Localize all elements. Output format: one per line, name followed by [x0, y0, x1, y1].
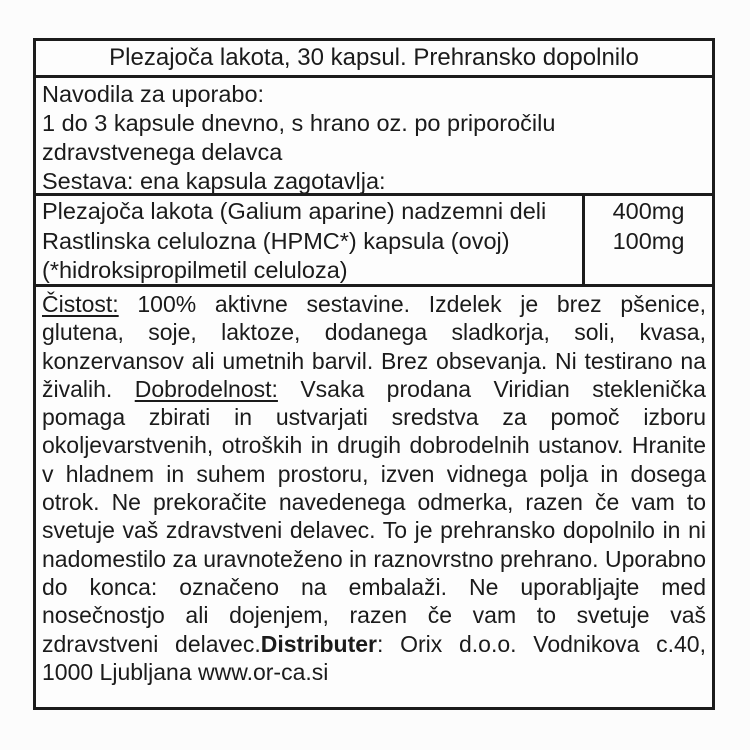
charity-and-storage-text: Vsaka prodana Viridian steklenička pomaga zbirati in ustvarjati sredstva za pomoč izboru okoljevarstvenih, otroških in drugih dobrodelnih ustanov. Hranite v hladnem in suhem prostoru, izven vidnega polja in dosega otrok. Ne prekoračite navedenega odmerka, razen če vam to svetuje vaš zdravstveni delavec. To je prehransko dopolnilo in ni nadomestilo za uravnoteženo in raznovrstno prehrano. Uporabno do konca: označeno na embalaži. Ne uporabljajte med nosečnostjo ali dojenjem, razen če vam to svetuje vaš zdravstveni delavec.: [42, 375, 706, 657]
composition-heading: Sestava: ena kapsula zagotavlja:: [42, 168, 386, 193]
directions-section: [36, 75, 712, 193]
ingredient-name-footnote: (*hidroksipropilmetil celuloza): [42, 257, 348, 283]
distributor-address: : Orix d.o.o. Vodnikova c.40, 1000 Ljubljana www.or-ca.si: [42, 630, 706, 685]
info-paragraph: [36, 284, 712, 707]
purity-text: 100% aktivne sestavine. Izdelek je brez pšenice, glutena, soje, laktoze, dodanega sladkorja, soli, kvasa, konzervansov ali umetnih barvil. Brez obsevanja. Ni testirano na živalih.: [42, 291, 706, 402]
ingredient-name: Rastlinska celulozna (HPMC*) kapsula (ovoj): [42, 227, 510, 254]
ingredient-names-column: [36, 196, 585, 284]
ingredient-amounts-column: [585, 196, 712, 284]
ingredient-amount: 100mg: [612, 227, 685, 254]
ingredient-name: Plezajoča lakota (Galium aparine) nadzemni deli: [42, 198, 547, 224]
dosage-line: 1 do 3 kapsule dnevno, s hrano oz. po priporočilu: [42, 110, 556, 136]
purity-heading: Čistost:: [42, 291, 119, 317]
distributor-heading: Distributer: [260, 630, 378, 657]
ingredient-amount: 400mg: [612, 198, 685, 224]
directions-heading: Navodila za uporabo:: [42, 81, 265, 107]
product-title: Plezajoča lakota, 30 kapsul. Prehransko dopolnilo: [109, 44, 639, 71]
ingredients-table: [36, 193, 712, 284]
charity-heading: Dobrodelnost:: [134, 375, 278, 402]
supplement-label: [33, 38, 715, 710]
dosage-line-continued: zdravstvenega delavca: [42, 139, 283, 165]
